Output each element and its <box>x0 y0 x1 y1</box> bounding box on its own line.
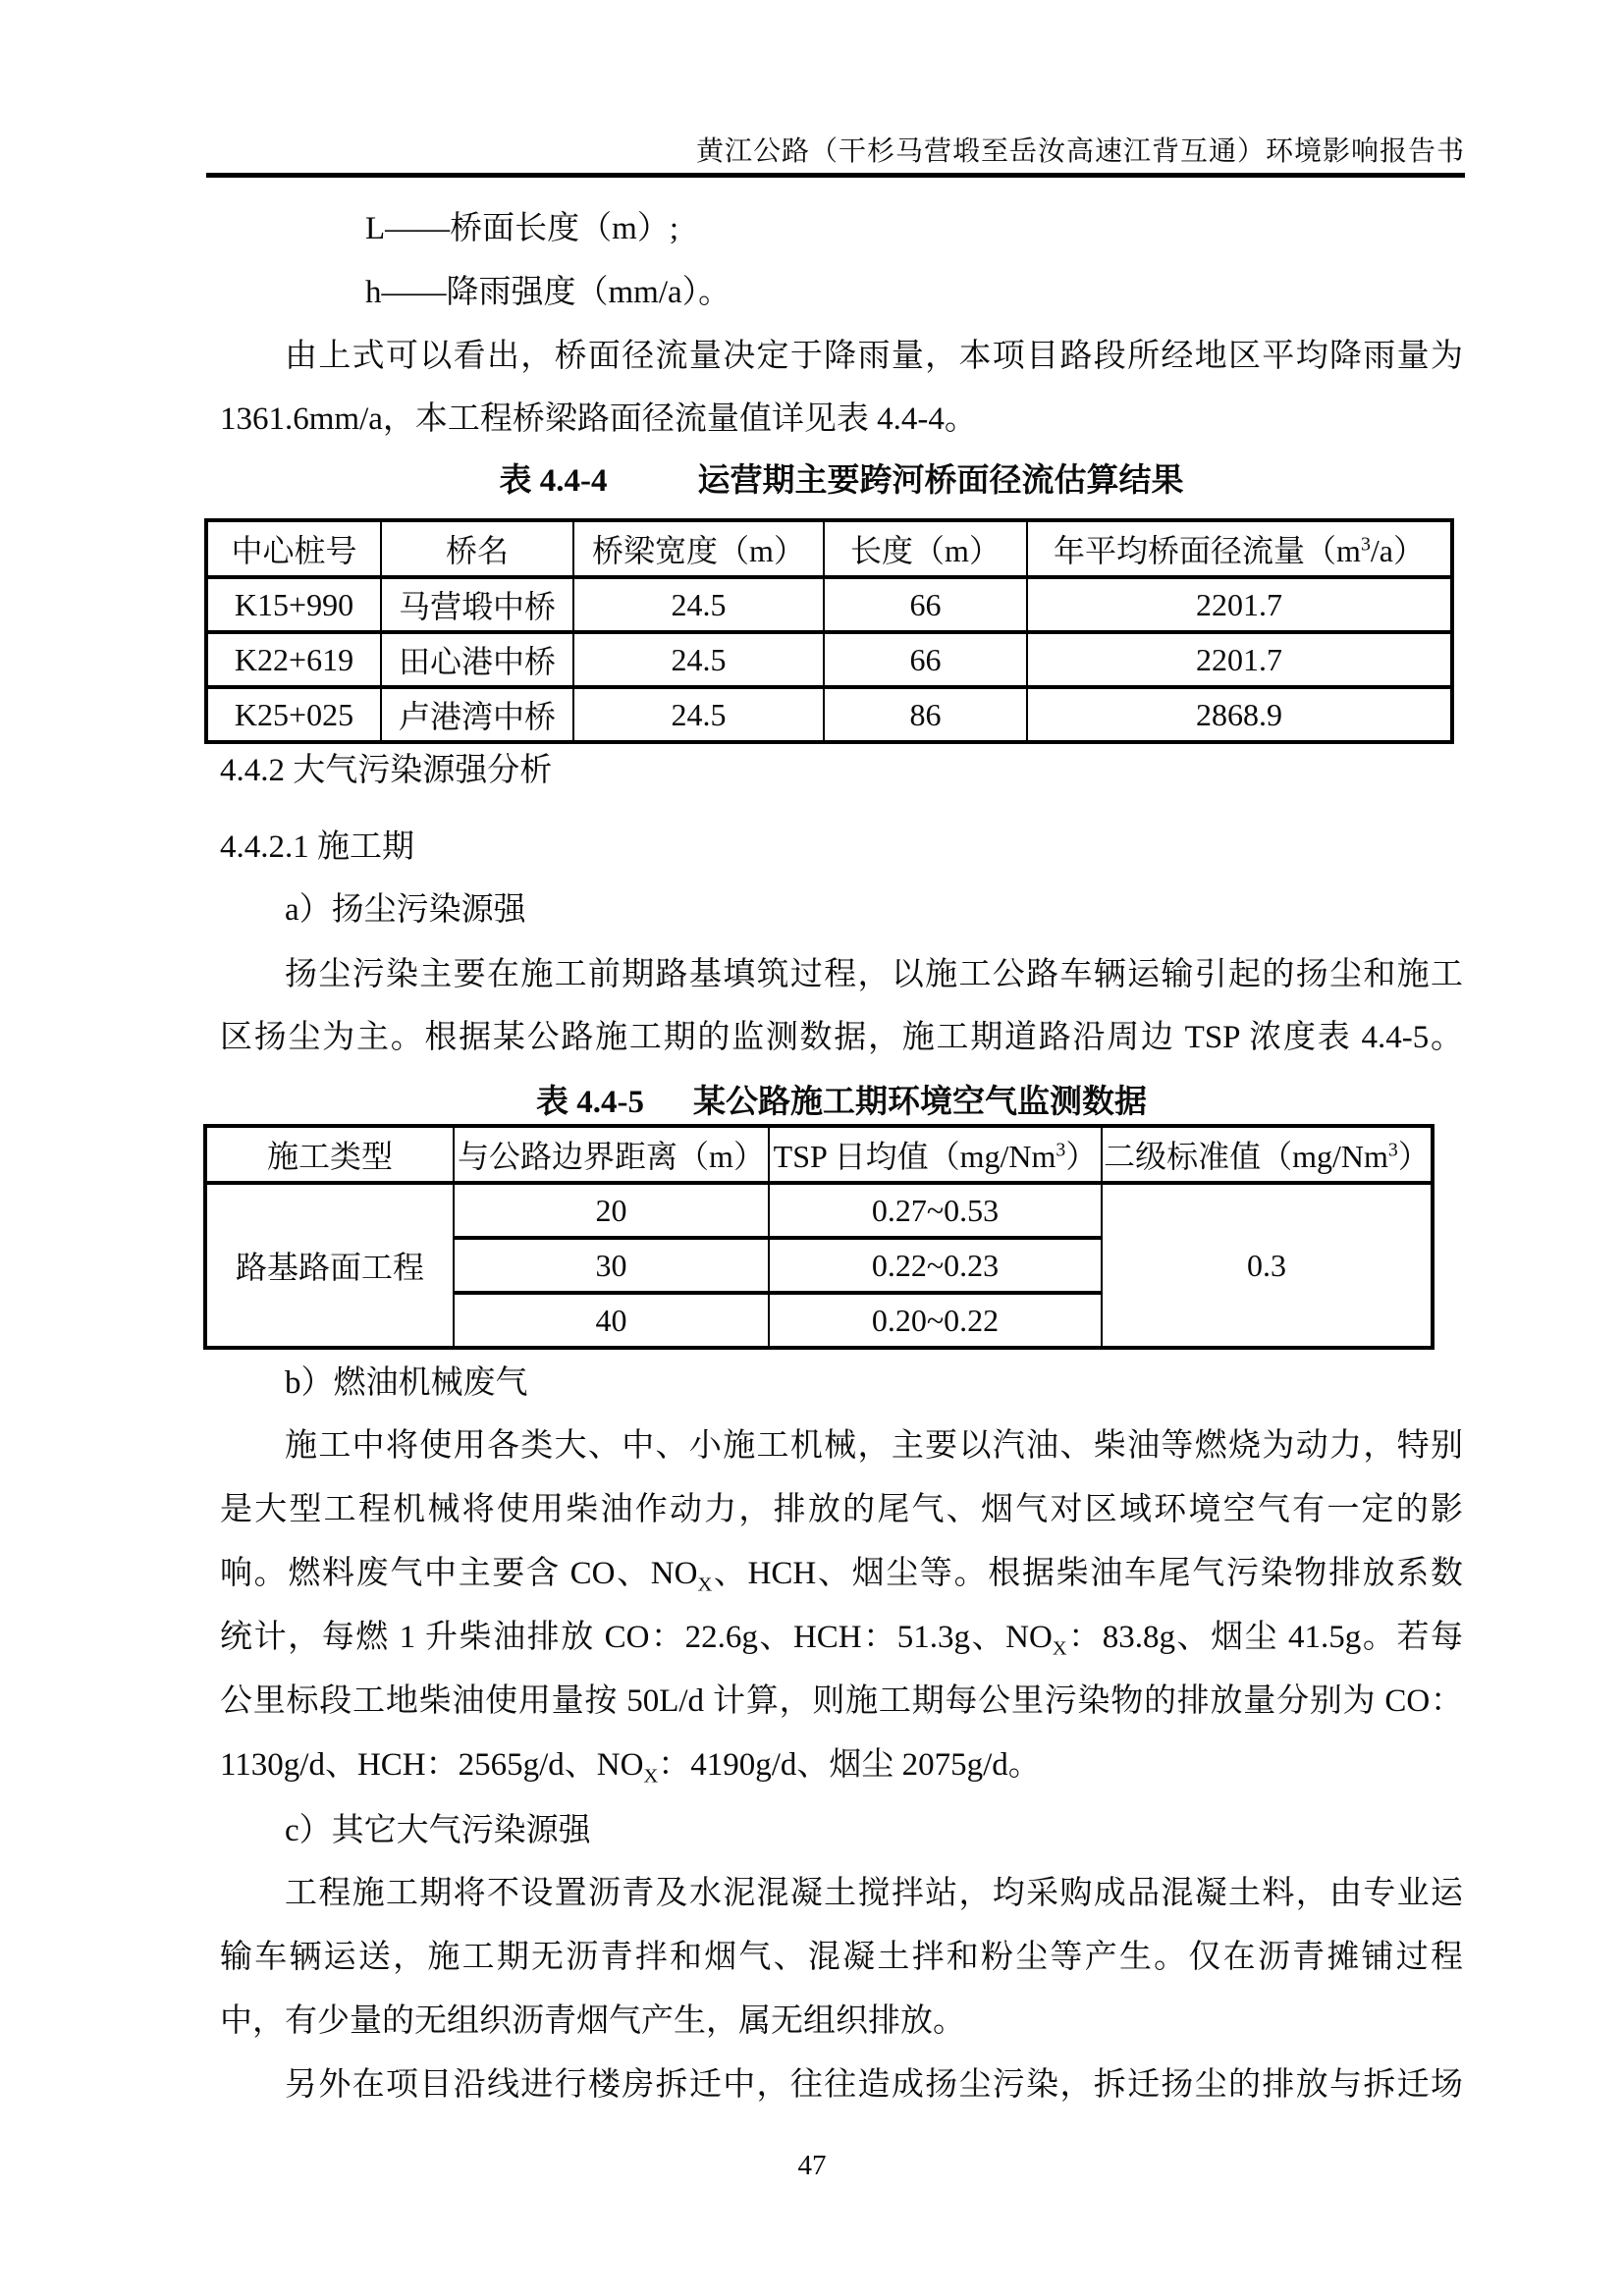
table-cell: 20 <box>454 1183 769 1238</box>
paragraph-line: 另外在项目沿线进行楼房拆迁中，往往造成扬尘污染，拆迁扬尘的排放与拆迁场 <box>285 2067 1463 2103</box>
definition-line-h: h——降雨强度（mm/a）。 <box>365 275 731 310</box>
table-cell: K25+025 <box>206 687 381 742</box>
table-row <box>206 577 1452 632</box>
paragraph-line: 1130g/d、HCH：2565g/d、$NO_X$：4190g/d、烟尘 2075g/d。 <box>220 1747 1041 1788</box>
runoff-table <box>204 518 1454 744</box>
table-cell: 马营塅中桥 <box>381 577 573 632</box>
list-item-a: a）扬尘污染源强 <box>285 892 526 928</box>
table-caption-label: 表 4.4-5 <box>536 1085 644 1120</box>
table-caption-label: 表 4.4-4 <box>499 463 608 499</box>
page-number: 47 <box>797 2150 827 2181</box>
column-header: 施工类型 <box>205 1126 454 1183</box>
paragraph-line: 由上式可以看出，桥面径流量决定于降雨量，本项目路段所经地区平均降雨量为 <box>285 339 1463 374</box>
table-cell-merged: 路基路面工程 <box>205 1183 454 1348</box>
subscript: X <box>643 1765 659 1788</box>
caption-gap <box>644 1083 693 1122</box>
table-cell: 24.5 <box>573 632 824 687</box>
definition-line-L: L——桥面长度（m）; <box>365 211 678 246</box>
table-cell: 40 <box>454 1293 769 1348</box>
column-header: 年平均桥面径流量$(m^3/a)$ <box>1027 520 1452 577</box>
paragraph-line: 扬尘污染主要在施工前期路基填筑过程，以施工公路车辆运输引起的扬尘和施工 <box>285 957 1463 992</box>
table-cell: 卢港湾中桥 <box>381 687 573 742</box>
paragraph-line: 输车辆运送，施工期无沥青拌和烟气、混凝土拌和粉尘等产生。仅在沥青摊铺过程 <box>220 1940 1463 1975</box>
table-cell: 田心港中桥 <box>381 632 573 687</box>
paragraph-line: 公里标段工地柴油使用量按 50L/d 计算，则施工期每公里污染物的排放量分别为 CO： <box>220 1683 1463 1719</box>
paragraph-line: 工程施工期将不设置沥青及水泥混凝土搅拌站，均采购成品混凝土料，由专业运 <box>285 1876 1463 1911</box>
header-rule <box>206 173 1465 178</box>
table-cell: 24.5 <box>573 687 824 742</box>
superscript: 3 <box>1387 1139 1398 1161</box>
section-heading-4-4-2: 4.4.2 大气污染源强分析 <box>220 753 553 788</box>
table-cell-merged: 0.3 <box>1102 1183 1433 1348</box>
table-cell: 66 <box>824 632 1027 687</box>
table-row <box>205 1183 1433 1238</box>
table-row <box>206 687 1452 742</box>
table-cell: 30 <box>454 1238 769 1293</box>
paragraph-line: 施工中将使用各类大、中、小施工机械，主要以汽油、柴油等燃烧为动力，特别 <box>285 1428 1463 1464</box>
superscript: 3 <box>1360 533 1371 556</box>
column-header: 桥名 <box>381 520 573 577</box>
table-cell: 66 <box>824 577 1027 632</box>
table-cell: 0.22~0.23 <box>769 1238 1102 1293</box>
running-header: 黄江公路（干杉马营塅至岳汝高速江背互通）环境影响报告书 <box>695 136 1465 167</box>
table-cell: 0.20~0.22 <box>769 1293 1102 1348</box>
paragraph-line: 1361.6mm/a，本工程桥梁路面径流量值详见表 4.4-4。 <box>220 401 977 437</box>
column-header: 与公路边界距离（m） <box>454 1126 769 1183</box>
table-caption-title: 运营期主要跨河桥面径流估算结果 <box>697 463 1184 499</box>
table-row <box>206 632 1452 687</box>
table-caption-4-4-4 <box>220 461 1463 501</box>
table-caption-4-4-5 <box>220 1083 1463 1122</box>
table-header-row <box>205 1126 1433 1183</box>
tsp-table <box>203 1124 1435 1350</box>
table-cell: 2201.7 <box>1027 632 1452 687</box>
paragraph-line: 区扬尘为主。根据某公路施工期的监测数据，施工期道路沿周边 TSP 浓度表 4.4-5。 <box>220 1020 1463 1055</box>
superscript: 3 <box>1056 1139 1066 1161</box>
table-cell: 2868.9 <box>1027 687 1452 742</box>
table-cell: K22+619 <box>206 632 381 687</box>
table-cell: K15+990 <box>206 577 381 632</box>
paragraph-line: 响。燃料废气中主要含 CO、$NO_X$、HCH、烟尘等。根据柴油车尾气污染物排放系数 <box>220 1556 1463 1596</box>
table-caption-title: 某公路施工期环境空气监测数据 <box>693 1085 1147 1120</box>
column-header: TSP 日均值（mg/Nm$^3$） <box>769 1126 1102 1183</box>
section-heading-4-4-2-1: 4.4.2.1 施工期 <box>220 829 414 865</box>
list-item-c: c）其它大气污染源强 <box>285 1813 591 1848</box>
list-item-b: b）燃油机械废气 <box>285 1365 528 1401</box>
caption-gap <box>608 461 698 501</box>
table-cell: 2201.7 <box>1027 577 1452 632</box>
column-header: 桥梁宽度（m） <box>573 520 824 577</box>
column-header: 中心桩号 <box>206 520 381 577</box>
subscript: X <box>1052 1637 1067 1660</box>
table-cell: 24.5 <box>573 577 824 632</box>
paragraph-line: 统计，每燃 1 升柴油排放 CO：22.6g、HCH：51.3g、$NO_X$：83.8g、烟尘 41.5g。若每 <box>220 1620 1464 1660</box>
paragraph-line: 中，有少量的无组织沥青烟气产生，属无组织排放。 <box>220 2003 965 2039</box>
table-cell: 86 <box>824 687 1027 742</box>
table-cell: 0.27~0.53 <box>769 1183 1102 1238</box>
paragraph-line: 是大型工程机械将使用柴油作动力，排放的尾气、烟气对区域环境空气有一定的影 <box>220 1492 1463 1527</box>
table-header-row <box>206 520 1452 577</box>
subscript: X <box>697 1574 713 1596</box>
column-header: 长度（m） <box>824 520 1027 577</box>
column-header: 二级标准值（mg/Nm$^3$） <box>1102 1126 1433 1183</box>
